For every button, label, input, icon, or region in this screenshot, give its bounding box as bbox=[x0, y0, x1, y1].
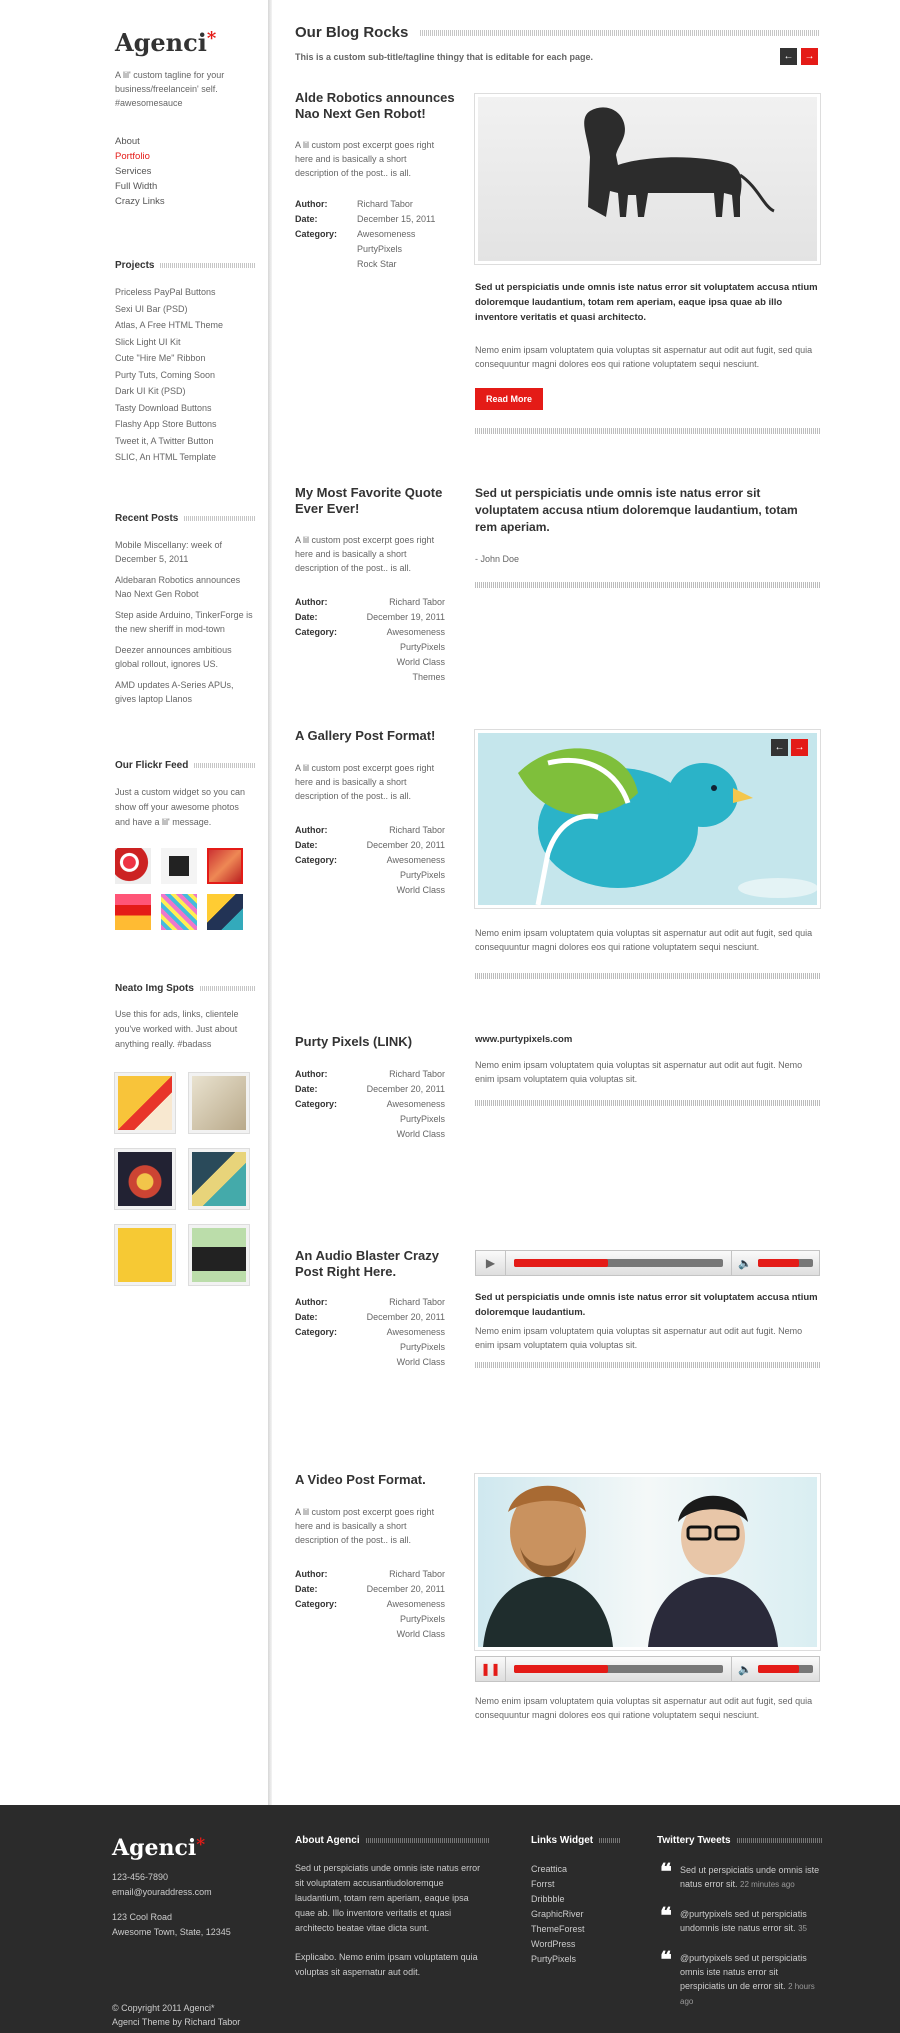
quote-icon: ❝ bbox=[660, 1859, 672, 1885]
post-category[interactable]: Awesomeness bbox=[386, 1099, 445, 1109]
volume-fill bbox=[758, 1259, 799, 1267]
post-divider bbox=[475, 582, 820, 588]
post-body-text: Nemo enim ipsam voluptatem quia voluptas sit aspernatur aut odit aut fugit. Nemo enim ipsam voluptatem quia voluptas sit. bbox=[475, 1060, 803, 1084]
projects-widget-title: Projects bbox=[115, 260, 255, 271]
about-widget-text: Sed ut perspiciatis unde omnis iste natus error sit voluptatem accusantiudoloremque laudantium, totam rem aperiam, eaque ipsa quae ab. Illo inventore veritatis et quasi architecto beatae vitae dicta sunt. bbox=[295, 1863, 481, 1933]
post-title[interactable]: A Gallery Post Format! bbox=[295, 728, 436, 743]
links-widget-title: Links Widget bbox=[531, 1835, 621, 1846]
horse-illustration bbox=[478, 97, 817, 261]
tweet-item bbox=[660, 1859, 825, 1892]
meta-label: Category: bbox=[295, 1599, 338, 1609]
quote-icon: ❝ bbox=[660, 1947, 672, 1973]
post-date: December 20, 2011 bbox=[366, 840, 445, 850]
audio-progress-bar[interactable] bbox=[514, 1259, 723, 1267]
post-category[interactable]: PurtyPixels bbox=[399, 870, 445, 880]
project-link[interactable]: Flashy App Store Buttons bbox=[115, 419, 217, 429]
post-author[interactable]: Richard Tabor bbox=[389, 1069, 445, 1079]
tweet-item bbox=[660, 1947, 825, 2009]
main-nav bbox=[115, 134, 165, 209]
video-player-controls bbox=[475, 1656, 820, 1682]
post-author[interactable]: Richard Tabor bbox=[389, 597, 445, 607]
post-lead-text: Sed ut perspiciatis unde omnis iste natus error sit voluptatem accusa ntium doloremque laudantium. bbox=[475, 1292, 818, 1318]
post-divider bbox=[475, 1362, 820, 1368]
speaker-icon[interactable]: 🔈 bbox=[738, 1257, 752, 1270]
arrow-left-icon: ← bbox=[783, 51, 794, 62]
nav-item-crazy-links[interactable]: Crazy Links bbox=[115, 196, 165, 207]
tweet-time[interactable]: 22 minutes ago bbox=[740, 1880, 795, 1889]
gallery-next-button[interactable] bbox=[791, 739, 808, 756]
tweet-text: Sed ut perspiciatis unde omnis iste natus error sit. bbox=[680, 1865, 820, 1889]
nav-item-services[interactable]: Services bbox=[115, 166, 152, 177]
tweet-text: @purtypixels sed ut perspiciatis omnis iste natus error sit perspiciatis un de error sit. bbox=[680, 1953, 807, 1991]
post-body-text: Nemo enim ipsam voluptatem quia voluptas sit aspernatur aut odit aut fugit, sed quia consequuntur magni dolores eos qui ratione voluptatem sequi nesciunt. bbox=[475, 928, 813, 952]
meta-label: Author: bbox=[295, 199, 328, 209]
post-category[interactable]: World Class bbox=[396, 1129, 445, 1139]
meta-label: Category: bbox=[295, 1327, 338, 1337]
post-lead-text: Sed ut perspiciatis unde omnis iste natus error sit voluptatem accusa ntium doloremque laudantium, totam rem aperiam, eaque ipsa quae ab illo inventore veritatis et quasi architecto. bbox=[475, 282, 818, 323]
meta-label: Author: bbox=[295, 597, 328, 607]
logo[interactable]: Agenci* bbox=[115, 28, 217, 57]
meta-label: Author: bbox=[295, 1297, 328, 1307]
nav-item-about[interactable]: About bbox=[115, 136, 140, 147]
arrow-left-icon: ← bbox=[774, 742, 785, 753]
links-widget-list bbox=[531, 1862, 585, 1967]
meta-label: Date: bbox=[295, 1084, 318, 1094]
flickr-photo[interactable] bbox=[115, 894, 151, 930]
ad-spot-image[interactable] bbox=[189, 1225, 249, 1285]
footer-copyright bbox=[112, 2001, 240, 2029]
post-divider bbox=[475, 1100, 820, 1106]
project-link[interactable]: Tasty Download Buttons bbox=[115, 402, 212, 413]
post-date: December 19, 2011 bbox=[366, 612, 445, 622]
prev-arrow-button[interactable] bbox=[780, 48, 797, 65]
footer-link[interactable]: ThemeForest bbox=[531, 1924, 585, 1934]
footer-link[interactable]: PurtyPixels bbox=[531, 1954, 577, 1964]
ad-spot-image[interactable] bbox=[115, 1149, 175, 1209]
recent-post-link[interactable]: Aldebaran Robotics announces Nao Next Gen Robot bbox=[115, 575, 241, 599]
project-link[interactable]: Sexi UI Bar (PSD) bbox=[115, 303, 188, 314]
meta-label: Category: bbox=[295, 627, 338, 637]
meta-label: Category: bbox=[295, 855, 338, 865]
page-title: Our Blog Rocks bbox=[295, 24, 409, 41]
post-category[interactable]: World Class bbox=[396, 1629, 445, 1639]
footer-link[interactable]: Creattica bbox=[531, 1864, 568, 1874]
bird-illustration bbox=[478, 733, 817, 905]
flickr-photo[interactable] bbox=[161, 894, 197, 930]
img-spots-widget-title: Neato Img Spots bbox=[115, 983, 255, 994]
post-category[interactable]: Themes bbox=[412, 672, 445, 682]
blog-header bbox=[295, 24, 820, 41]
ad-spot-image[interactable] bbox=[189, 1149, 249, 1209]
post-category[interactable]: Awesomeness bbox=[386, 1327, 445, 1337]
post-title[interactable]: A Video Post Format. bbox=[295, 1472, 426, 1487]
ad-spot-image[interactable] bbox=[115, 1225, 175, 1285]
post-category[interactable]: PurtyPixels bbox=[399, 1342, 445, 1352]
recent-post-link[interactable]: Deezer announces ambitious global rollout, ignores US. bbox=[115, 645, 232, 669]
post-date: December 20, 2011 bbox=[366, 1084, 445, 1094]
post-category[interactable]: World Class bbox=[396, 1357, 445, 1367]
flickr-photo[interactable] bbox=[161, 848, 197, 884]
about-widget-text-2: Explicabo. Nemo enim ipsam voluptatem quia voluptas sit aspernatur aut odit. bbox=[295, 1952, 478, 1977]
tweet-item bbox=[660, 1903, 825, 1936]
footer-email[interactable]: email@youraddress.com bbox=[112, 1887, 212, 1897]
footer bbox=[0, 1805, 900, 2033]
post-body-text: Nemo enim ipsam voluptatem quia voluptas sit aspernatur aut odit aut fugit. Nemo enim ipsam voluptatem quia voluptas sit. bbox=[475, 1326, 803, 1350]
ad-spot-image[interactable] bbox=[115, 1073, 175, 1133]
tweet-time[interactable]: 2 hours ago bbox=[680, 1982, 815, 2006]
post-excerpt: A lil custom post excerpt goes right here and is basically a short description of the post.. is all. bbox=[295, 535, 435, 573]
post-category[interactable]: PurtyPixels bbox=[399, 1614, 445, 1624]
audio-progress-fill bbox=[514, 1259, 608, 1267]
post-category[interactable]: Awesomeness bbox=[386, 1599, 445, 1609]
next-arrow-button[interactable] bbox=[801, 48, 818, 65]
theme-credit: Agenci Theme by Richard Tabor bbox=[112, 2017, 241, 2027]
meta-label: Category: bbox=[295, 1099, 338, 1109]
ad-spot-image[interactable] bbox=[189, 1073, 249, 1133]
meta-label: Author: bbox=[295, 825, 328, 835]
projects-list bbox=[115, 284, 255, 466]
post-meta bbox=[295, 1295, 445, 1370]
footer-link[interactable]: WordPress bbox=[531, 1939, 576, 1949]
page-subtitle: This is a custom sub-title/tagline thingy that is editable for each page. bbox=[295, 52, 594, 62]
post-meta bbox=[295, 823, 445, 898]
post-category[interactable]: PurtyPixels bbox=[399, 1114, 445, 1124]
meta-label: Author: bbox=[295, 1069, 328, 1079]
meta-label: Date: bbox=[295, 1312, 318, 1322]
footer-address-line: 123 Cool Road bbox=[112, 1912, 173, 1922]
post-category[interactable]: Rock Star bbox=[357, 259, 397, 269]
play-icon: ▶ bbox=[485, 1256, 496, 1270]
recent-posts-list bbox=[115, 538, 255, 713]
footer-contact bbox=[112, 1870, 231, 1940]
post-featured-image[interactable] bbox=[475, 94, 820, 264]
post-date: December 20, 2011 bbox=[366, 1584, 445, 1594]
arrow-right-icon: → bbox=[804, 51, 815, 62]
footer-address-line: Awesome Town, State, 12345 bbox=[112, 1927, 231, 1937]
meta-label: Author: bbox=[295, 1569, 328, 1579]
post-date: December 15, 2011 bbox=[357, 214, 436, 224]
tweet-text: @purtypixels sed ut perspiciatis undomnis iste natus error sit. bbox=[680, 1909, 807, 1933]
copyright-text: © Copyright 2011 Agenci* bbox=[112, 2003, 215, 2013]
footer-phone: 123-456-7890 bbox=[112, 1872, 169, 1882]
speaker-icon[interactable]: 🔈 bbox=[738, 1663, 752, 1676]
volume-fill bbox=[758, 1665, 799, 1673]
tweet-time[interactable]: 35 bbox=[798, 1924, 807, 1933]
external-link[interactable]: www.purtypixels.com bbox=[475, 1034, 573, 1045]
post-excerpt: A lil custom post excerpt goes right here and is basically a short description of the post.. is all. bbox=[295, 763, 435, 801]
meta-label: Date: bbox=[295, 1584, 318, 1594]
flickr-widget-title: Our Flickr Feed bbox=[115, 760, 255, 771]
img-spots-description: Use this for ads, links, clientele you've worked with. Just about anything really. #badass bbox=[115, 1009, 239, 1049]
meta-label: Date: bbox=[295, 840, 318, 850]
project-link[interactable]: Atlas, A Free HTML Theme bbox=[115, 320, 224, 330]
gallery-controls bbox=[771, 739, 808, 756]
recent-post-link[interactable]: Mobile Miscellany: week of December 5, 2011 bbox=[115, 540, 223, 564]
volume-control bbox=[731, 1251, 819, 1275]
volume-slider[interactable] bbox=[758, 1259, 813, 1267]
post-category[interactable]: World Class bbox=[396, 657, 445, 667]
flickr-photo[interactable] bbox=[115, 848, 151, 884]
footer-link[interactable]: GraphicRiver bbox=[531, 1909, 584, 1919]
post-category[interactable]: Awesomeness bbox=[386, 627, 445, 637]
post-meta bbox=[295, 595, 445, 685]
post-divider bbox=[475, 428, 820, 434]
post-title[interactable]: An Audio Blaster Crazy Post Right Here. bbox=[295, 1248, 439, 1279]
play-button[interactable] bbox=[476, 1251, 506, 1275]
post-pager bbox=[780, 48, 818, 65]
pause-button[interactable] bbox=[476, 1657, 506, 1681]
flickr-photo[interactable] bbox=[207, 848, 243, 884]
post-category[interactable]: PurtyPixels bbox=[357, 244, 403, 254]
post-divider bbox=[475, 973, 820, 979]
gallery-prev-button[interactable] bbox=[771, 739, 788, 756]
gallery-slider[interactable] bbox=[475, 730, 820, 908]
project-link[interactable]: Slick Light UI Kit bbox=[115, 336, 181, 347]
post-author[interactable]: Richard Tabor bbox=[389, 1569, 445, 1579]
post-date: December 20, 2011 bbox=[366, 1312, 445, 1322]
meta-label: Category: bbox=[295, 229, 338, 239]
blockquote: Sed ut perspiciatis unde omnis iste natus error sit voluptatem accusa ntium doloremque laudantium, totam rem aperiam. bbox=[475, 486, 798, 534]
recent-post-link[interactable]: Step aside Arduino, TinkerForge is the new sheriff in mod-town bbox=[115, 610, 253, 634]
recent-post-link[interactable]: AMD updates A-Series APUs, gives laptop Llanos bbox=[115, 680, 234, 704]
nav-item-portfolio[interactable]: Portfolio bbox=[115, 151, 150, 162]
post-body-text: Nemo enim ipsam voluptatem quia voluptas sit aspernatur aut odit aut fugit, sed quia consequuntur magni dolores eos qui ratione voluptatem sequi nesciunt. bbox=[475, 345, 813, 369]
about-widget-title: About Agenci bbox=[295, 1835, 490, 1846]
video-progress-fill bbox=[514, 1665, 608, 1673]
post-title[interactable]: Alde Robotics announces Nao Next Gen Robot! bbox=[295, 90, 455, 121]
post-meta bbox=[295, 197, 445, 272]
img-spots-grid bbox=[115, 1073, 249, 1285]
project-link[interactable]: Priceless PayPal Buttons bbox=[115, 287, 216, 297]
post-category[interactable]: Awesomeness bbox=[357, 229, 416, 239]
post-category[interactable]: Awesomeness bbox=[386, 855, 445, 865]
volume-slider[interactable] bbox=[758, 1665, 813, 1673]
flickr-photo[interactable] bbox=[207, 894, 243, 930]
arrow-right-icon: → bbox=[794, 742, 805, 753]
post-author[interactable]: Richard Tabor bbox=[389, 825, 445, 835]
post-excerpt: A lil custom post excerpt goes right here and is basically a short description of the post.. is all. bbox=[295, 1507, 435, 1545]
post-meta bbox=[295, 1567, 445, 1642]
meta-label: Date: bbox=[295, 612, 318, 622]
post-author[interactable]: Richard Tabor bbox=[357, 199, 413, 209]
post-category[interactable]: PurtyPixels bbox=[399, 642, 445, 652]
volume-control bbox=[731, 1657, 819, 1681]
pause-icon: ❚❚ bbox=[480, 1662, 501, 1676]
post-title[interactable]: My Most Favorite Quote Ever Ever! bbox=[295, 485, 443, 516]
recent-posts-widget-title: Recent Posts bbox=[115, 513, 255, 524]
audio-player bbox=[475, 1250, 820, 1276]
nav-item-full-width[interactable]: Full Width bbox=[115, 181, 158, 192]
footer-link[interactable]: Forrst bbox=[531, 1879, 555, 1889]
tweets-widget-title: Twittery Tweets bbox=[657, 1835, 822, 1846]
post-title[interactable]: Purty Pixels (LINK) bbox=[295, 1034, 413, 1049]
project-link[interactable]: Purty Tuts, Coming Soon bbox=[115, 369, 216, 380]
post-category[interactable]: World Class bbox=[396, 885, 445, 895]
video-progress-bar[interactable] bbox=[514, 1665, 723, 1673]
project-link[interactable]: Dark UI Kit (PSD) bbox=[115, 386, 186, 396]
video-frame[interactable] bbox=[475, 1474, 820, 1650]
post-author[interactable]: Richard Tabor bbox=[389, 1297, 445, 1307]
post-body-text: Nemo enim ipsam voluptatem quia voluptas sit aspernatur aut odit aut fugit, sed quia consequuntur magni dolores eos qui ratione voluptatem sequi nesciunt. bbox=[475, 1696, 813, 1720]
quote-icon: ❝ bbox=[660, 1903, 672, 1929]
post-meta bbox=[295, 1067, 445, 1142]
flickr-description: Just a custom widget so you can show off your awesome photos and have a lil' message. bbox=[115, 787, 246, 827]
read-more-button[interactable]: Read More bbox=[475, 388, 543, 410]
project-link[interactable]: Cute "Hire Me" Ribbon bbox=[115, 353, 206, 363]
project-link[interactable]: Tweet it, A Twitter Button bbox=[115, 435, 214, 446]
video-thumbnail bbox=[478, 1477, 817, 1647]
quote-cite: - John Doe bbox=[475, 554, 520, 564]
project-link[interactable]: SLIC, An HTML Template bbox=[115, 452, 217, 462]
footer-link[interactable]: Dribbble bbox=[531, 1894, 565, 1904]
flickr-grid bbox=[115, 848, 243, 930]
footer-logo[interactable]: Agenci* bbox=[112, 1835, 206, 1861]
post-excerpt: A lil custom post excerpt goes right here and is basically a short description of the post.. is all. bbox=[295, 140, 435, 178]
meta-label: Date: bbox=[295, 214, 318, 224]
site-tagline: A lil' custom tagline for your business/freelancein' self. #awesomesauce bbox=[115, 70, 225, 108]
